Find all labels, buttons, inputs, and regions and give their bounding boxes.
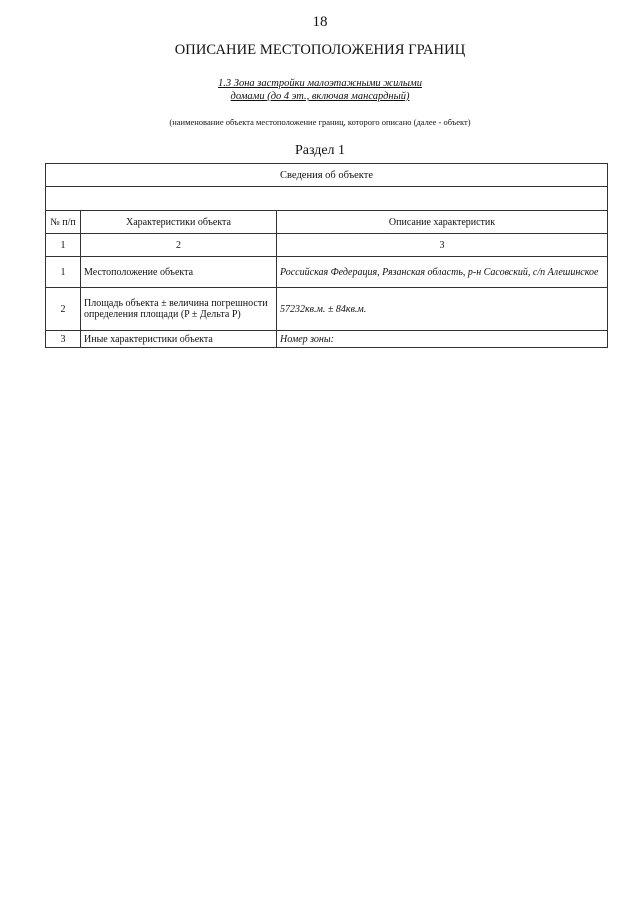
- column-number-1: 1: [46, 234, 81, 257]
- object-caption: (наименование объекта местоположение границ, которого описано (далее - объект): [169, 117, 471, 127]
- row-number: 1: [46, 257, 81, 288]
- object-name-line-1: 1.3 Зона застройки малоэтажными жилыми: [218, 78, 422, 89]
- section-title: Раздел 1: [294, 143, 346, 158]
- table-column-header-row: [46, 211, 608, 234]
- object-name: [0, 77, 640, 103]
- table-row: [46, 288, 608, 331]
- row-description: Номер зоны:: [277, 331, 608, 348]
- row-characteristic: Иные характеристики объекта: [81, 331, 277, 348]
- object-name-line-2: домами (до 4 эт., включая мансардный): [230, 91, 410, 102]
- table-empty-row: [46, 187, 608, 211]
- column-header-number: № п/п: [46, 211, 81, 234]
- row-characteristic: Местоположение объекта: [81, 257, 277, 288]
- table-heading-row: [46, 164, 608, 187]
- row-number: 3: [46, 331, 81, 348]
- table-row: [46, 257, 608, 288]
- row-description: Российская Федерация, Рязанская область, р-н Сасовский, с/п Алешинское: [277, 257, 608, 288]
- column-header-description: Описание характеристик: [277, 211, 608, 234]
- table-heading: Сведения об объекте: [46, 164, 608, 187]
- column-header-characteristic: Характеристики объекта: [81, 211, 277, 234]
- column-number-2: 2: [81, 234, 277, 257]
- page-number: 18: [312, 14, 328, 30]
- row-description: 57232кв.м. ± 84кв.м.: [277, 288, 608, 331]
- document-title: ОПИСАНИЕ МЕСТОПОЛОЖЕНИЯ ГРАНИЦ: [174, 42, 466, 58]
- row-characteristic: Площадь объекта ± величина погрешности определения площади (P ± Дельта P): [81, 288, 277, 331]
- row-number: 2: [46, 288, 81, 331]
- table-row: [46, 331, 608, 348]
- table-column-number-row: [46, 234, 608, 257]
- column-number-3: 3: [277, 234, 608, 257]
- table-empty-cell: [46, 187, 608, 211]
- object-info-table: [45, 163, 608, 348]
